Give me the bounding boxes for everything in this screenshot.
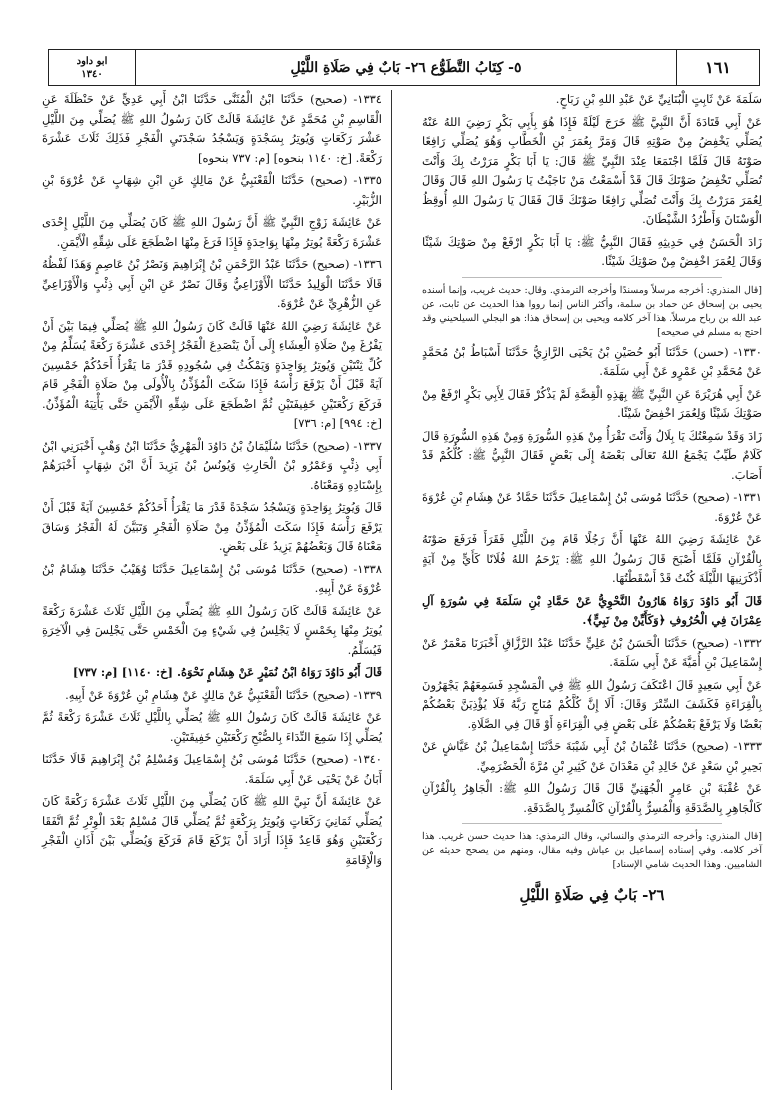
hadith-paragraph: عَنْ عَائِشَةَ زَوْجِ النَّبِيِّ ﷺ أَنَّ رَسُولَ اللهِ ﷺ كَانَ يُصَلِّي مِنَ اللَّيْلِ إِحْدَى عَشْرَةَ رَكْعَةً يُوتِرُ مِنْهَا بِوَاحِدَةٍ فَإِذَا فَرَغَ مِنْهَا اضْطَجَعَ عَلَى شِقِّهِ الْأَيْمَنِ. [42, 215, 382, 249]
footnote: [قال المنذري: أخرجه مرسلاً ومسندًا وأخرجه الترمذي. وقال: حديث غريب، وإنما أسنده يحيى بن إسحاق عن حماد بن سلمة، وأكثر الناس إنما رووا هذا الحديث عن ثابت، عن عبد الله بن رباح مرسلاً. هذا آخر كلامه ويحيى بن إسحاق هذا: هو البجلي السيلحيني وقد احتج به مسلم في صحيحه] [422, 284, 762, 338]
hadith-paragraph: عَنْ عَائِشَةَ رَضِيَ اللهُ عَنْهَا قَالَتْ كَانَ رَسُولُ اللهِ ﷺ يُصَلِّي فِيمَا بَيْنَ أَنْ يَفْرُغَ مِنْ صَلَاةِ الْعِشَاءِ إِلَى أَنْ يَنْصَدِعَ الْفَجْرُ إِحْدَى عَشْرَةَ رَكْعَةً يُسَلِّمُ مِنْ كُلِّ ثِنْتَيْنِ وَيُوتِرُ بِوَاحِدَةٍ وَيَمْكُثُ فِي سُجُودِهِ قَدْرَ مَا يَقْرَأُ أَحَدُكُمْ خَمْسِينَ آيَةً قَبْلَ أَنْ يَرْفَعَ رَأْسَهُ فَإِذَا سَكَتَ الْمُؤَذِّنُ بِالْأُولَى مِنْ صَلَاةِ الْفَجْرِ قَامَ فَرَكَعَ رَكْعَتَيْنِ خَفِيفَتَيْنِ ثُمَّ اضْطَجَعَ عَلَى شِقِّهِ الْأَيْمَنِ حَتَّى يَأْتِيَهُ الْمُؤَذِّنُ. [خ: ٩٩٤] [م: ٧٣٦] [42, 318, 382, 430]
hadith-paragraph: ١٣٣٣- (صحيح) حَدَّثَنَا عُثْمَانُ بْنُ أَبِي شَيْبَةَ حَدَّثَنَا إِسْمَاعِيلُ بْنُ عَيَّاشٍ عَنْ بَحِيرِ بْنِ سَعْدٍ عَنْ خَالِدِ بْنِ مَعْدَانَ عَنْ كَثِيرِ بْنِ مُرَّةَ الْحَضْرَمِيِّ. [422, 739, 762, 773]
hadith-paragraph: ١٣٣٩- (صحيح) حَدَّثَنَا الْقَعْنَبِيُّ عَنْ مَالِكٍ عَنْ هِشَامِ بْنِ عُرْوَةَ عَنْ أَبِيهِ. [65, 687, 382, 702]
note-separator [462, 277, 722, 278]
hadith-paragraph: ١٣٣٤- (صحيح) حَدَّثَنَا ابْنُ الْمُثَنَّى حَدَّثَنَا ابْنُ أَبِي عَدِيٍّ عَنْ حَنْظَلَةَ عَنِ الْقَاسِمِ بْنِ مُحَمَّدٍ عَنْ عَائِشَةَ قَالَتْ كَانَ رَسُولُ اللهِ ﷺ يُصَلِّي مِنَ اللَّيْلِ عَشْرَ رَكَعَاتٍ وَيُوتِرُ بِسَجْدَةٍ وَيَسْجُدُ سَجْدَتَيِ الْفَجْرِ فَذَلِكَ ثَلَاثَ عَشْرَةَ رَكْعَةً. [خ: ١١٤٠ بنحوه] [م: ٧٣٧ بنحوه] [42, 92, 382, 165]
left-column [42, 90, 382, 873]
hadith-paragraph: ١٣٣٠- (حسن) حَدَّثَنَا أَبُو حُصَيْنِ بْنُ يَحْيَى الرَّازِيُّ حَدَّثَنَا أَسْبَاطُ بْنُ مُحَمَّدٍ عَنْ مُحَمَّدِ بْنِ عَمْرٍو عَنْ أَبِي سَلَمَةَ. [422, 344, 762, 378]
hadith-paragraph: عَنْ أَبِي هُرَيْرَةَ عَنِ النَّبِيِّ ﷺ بِهَذِهِ الْقِصَّةِ لَمْ يَذْكُرْ فَقَالَ لِأَبِي بَكْرٍ ارْفَعْ مِنْ صَوْتِكَ شَيْئًا وَلِعُمَرَ اخْفِضْ شَيْئًا. [422, 386, 762, 420]
reference-box [49, 50, 136, 85]
hadith-paragraph: ١٣٣٨- (صحيح) حَدَّثَنَا مُوسَى بْنُ إِسْمَاعِيلَ حَدَّثَنَا وُهَيْبٌ حَدَّثَنَا هِشَامُ بْنُ عُرْوَةَ عَنْ أَبِيهِ. [42, 561, 382, 595]
reference-number: ١٣٤٠ [81, 68, 103, 80]
chapter-heading: ٢٦- بَابٌ فِي صَلَاةِ اللَّيْلِ [519, 886, 665, 904]
hadith-paragraph: عَنْ عَائِشَةَ أَنَّ نَبِيَّ اللهِ ﷺ كَانَ يُصَلِّي مِنَ اللَّيْلِ ثَلَاثَ عَشْرَةَ رَكْعَةً كَانَ يُصَلِّي ثَمَانِيَ رَكَعَاتٍ وَيُوتِرُ بِرَكْعَةٍ ثُمَّ يُصَلِّي قَالَ مُسْلِمٌ بَعْدَ الْوِتْرِ ثُمَّ اتَّفَقَا رَكْعَتَيْنِ وَهُوَ قَاعِدٌ فَإِذَا أَرَادَ أَنْ يَرْكَعَ قَامَ فَرَكَعَ وَيُصَلِّي بَيْنَ أَذَانِ الْفَجْرِ وَالْإِقَامَةِ [42, 794, 382, 867]
right-column [422, 90, 762, 906]
page-number: ١٦١ [676, 50, 759, 85]
hadith-paragraph: ١٣٣١- (صحيح) حَدَّثَنَا مُوسَى بْنُ إِسْمَاعِيلَ حَدَّثَنَا حَمَّادٌ عَنْ هِشَامِ بْنِ عُرْوَةَ عَنْ عُرْوَةَ. [422, 490, 762, 524]
running-title: ٥- كِتَابُ التَّطَوُّع ٢٦- بَابٌ فِي صَلَاةِ اللَّيْلِ [290, 59, 522, 76]
footnote: [قال المنذري: وأخرجه الترمذي والنسائي، وقال الترمذي: هذا حديث حسن غريب. هذا آخر كلامه. وفي إسناده إسماعيل بن عياش وفيه مقال، ومنهم من يصحح حديثه عن الشاميين. وهذا الحديث شامي الإسناد] [422, 831, 762, 870]
hadith-paragraph: زَادَ الْحَسَنُ فِي حَدِيثِهِ فَقَالَ النَّبِيُّ ﷺ: يَا أَبَا بَكْرٍ ارْفَعْ مِنْ صَوْتِكَ شَيْئًا وَقَالَ لِعُمَرَ اخْفِضْ مِنْ صَوْتِكَ شَيْئًا. [422, 234, 762, 268]
hadith-paragraph: سَلَمَةَ عَنْ ثَابِتٍ الْبُنَانِيِّ عَنْ عَبْدِ اللهِ بْنِ رَبَاحٍ. [555, 92, 762, 106]
hadith-paragraph: قَالَ وَيُوتِرُ بِوَاحِدَةٍ وَيَسْجُدُ سَجْدَةً قَدْرَ مَا يَقْرَأُ أَحَدُكُمْ خَمْسِينَ آيَةً قَبْلَ أَنْ يَرْفَعَ رَأْسَهُ فَإِذَا سَكَتَ الْمُؤَذِّنُ مِنْ صَلَاةِ الْفَجْرِ وَتَبَيَّنَ لَهُ الْفَجْرُ وَسَاقَ مَعْنَاهُ قَالَ وَبَعْضُهُمْ يَزِيدُ عَلَى بَعْضٍ. [42, 500, 382, 553]
hadith-paragraph: عَنْ أَبِي قَتَادَةَ أَنَّ النَّبِيَّ ﷺ خَرَجَ لَيْلَةً فَإِذَا هُوَ بِأَبِي بَكْرٍ رَضِيَ اللهُ عَنْهُ يُصَلِّي يَخْفِضُ مِنْ صَوْتِهِ قَالَ وَمَرَّ بِعُمَرَ بْنِ الْخَطَّابِ وَهُوَ يُصَلِّي رَافِعًا صَوْتَهُ قَالَ فَلَمَّا اجْتَمَعَا عِنْدَ النَّبِيِّ ﷺ قَالَ: يَا أَبَا بَكْرٍ مَرَرْتُ بِكَ وَأَنْتَ تُصَلِّي تَخْفِضُ صَوْتَكَ قَالَ قَدْ أَسْمَعْتُ مَنْ نَاجَيْتُ يَا رَسُولَ اللهِ قَالَ وَقَالَ لِعُمَرَ مَرَرْتُ بِكَ وَأَنْتَ تُصَلِّي رَافِعًا صَوْتَكَ قَالَ فَقَالَ يَا رَسُولَ اللهِ أُوقِظُ الْوَسْنَانَ وَأَطْرُدُ الشَّيْطَانَ. [422, 114, 762, 226]
hadith-paragraph: ١٣٣٦- (صحيح) حَدَّثَنَا عَبْدُ الرَّحْمَنِ بْنُ إِبْرَاهِيمَ وَنَصْرُ بْنُ عَاصِمٍ وَهَذَا لَفْظُهُ قَالَا حَدَّثَنَا الْوَلِيدُ حَدَّثَنَا الْأَوْزَاعِيُّ وَقَالَ نَصْرٌ عَنِ ابْنِ أَبِي ذِئْبٍ وَالْأَوْزَاعِيِّ عَنِ الزُّهْرِيِّ عَنْ عُرْوَةَ. [42, 257, 382, 310]
hadith-paragraph: قَالَ أَبُو دَاوُدَ رَوَاهُ هَارُونُ النَّحْوِيُّ عَنْ حَمَّادِ بْنِ سَلَمَةَ فِي سُورَةِ آلِ عِمْرَانَ فِي الْحُرُوفِ ﴿وَكَأَيِّنْ مِنْ نَبِيٍّ﴾. [422, 593, 762, 627]
page-header [48, 49, 760, 86]
hadith-paragraph: عَنْ أَبِي سَعِيدٍ قَالَ اعْتَكَفَ رَسُولُ اللهِ ﷺ فِي الْمَسْجِدِ فَسَمِعَهُمْ يَجْهَرُونَ بِالْقِرَاءَةِ فَكَشَفَ السِّتْرَ وَقَالَ: أَلَا إِنَّ كُلَّكُمْ مُنَاجٍ رَبَّهُ فَلَا يُؤْذِيَنَّ بَعْضُكُمْ بَعْضًا وَلَا يَرْفَعْ بَعْضُكُمْ عَلَى بَعْضٍ فِي الْقِرَاءَةِ أَوْ قَالَ فِي الصَّلَاةِ. [422, 677, 762, 731]
note-separator [462, 823, 722, 824]
hadith-paragraph: زَادَ وَقَدْ سَمِعْتُكَ يَا بِلَالُ وَأَنْتَ تَقْرَأُ مِنْ هَذِهِ السُّورَةِ وَمِنْ هَذِهِ السُّورَةِ قَالَ كَلَامٌ طَيِّبٌ يَجْمَعُ اللهُ تَعَالَى بَعْضَهُ إِلَى بَعْضٍ فَقَالَ النَّبِيُّ ﷺ: كُلُّكُمْ قَدْ أَصَابَ. [422, 428, 762, 482]
hadith-paragraph: عَنْ عَائِشَةَ قَالَتْ كَانَ رَسُولُ اللهِ ﷺ يُصَلِّي بِاللَّيْلِ ثَلَاثَ عَشْرَةَ رَكْعَةً ثُمَّ يُصَلِّي إِذَا سَمِعَ النِّدَاءَ بِالصُّبْحِ رَكْعَتَيْنِ خَفِيفَتَيْنِ. [42, 710, 382, 744]
hadith-paragraph: قَالَ أَبُو دَاوُدَ رَوَاهُ ابْنُ نُمَيْرٍ عَنْ هِشَامٍ نَحْوَهُ. [خ: ١١٤٠] [م: ٧٣٧] [72, 665, 382, 679]
hadith-paragraph: ١٣٣٥- (صحيح) حَدَّثَنَا الْقَعْنَبِيُّ عَنْ مَالِكٍ عَنِ ابْنِ شِهَابٍ عَنْ عُرْوَةَ بْنِ الزُّبَيْرِ. [42, 173, 382, 207]
hadith-paragraph: عَنْ عُقْبَةَ بْنِ عَامِرٍ الْجُهَنِيِّ قَالَ قَالَ رَسُولُ اللهِ ﷺ: الْجَاهِرُ بِالْقُرْآنِ كَالْجَاهِرِ بِالصَّدَقَةِ وَالْمُسِرُّ بِالْقُرْآنِ كَالْمُسِرِّ بِالصَّدَقَةِ. [422, 781, 762, 815]
hadith-paragraph: ١٣٣٧- (صحيح) حَدَّثَنَا سُلَيْمَانُ بْنُ دَاوُدَ الْمَهْرِيُّ حَدَّثَنَا ابْنُ وَهْبٍ أَخْبَرَنِي ابْنُ أَبِي ذِئْبٍ وَعَمْرُو بْنُ الْحَارِثِ وَيُونُسُ بْنُ يَزِيدَ أَنَّ ابْنَ شِهَابٍ أَخْبَرَهُمْ بِإِسْنَادِهِ وَمَعْنَاهُ. [42, 438, 382, 492]
hadith-paragraph: ١٣٤٠- (صحيح) حَدَّثَنَا مُوسَى بْنُ إِسْمَاعِيلَ وَمُسْلِمُ بْنُ إِبْرَاهِيمَ قَالَا حَدَّثَنَا أَبَانُ عَنْ يَحْيَى عَنْ أَبِي سَلَمَةَ. [42, 752, 382, 786]
hadith-paragraph: ١٣٣٢- (صحيح) حَدَّثَنَا الْحَسَنُ بْنُ عَلِيٍّ حَدَّثَنَا عَبْدُ الرَّزَّاقِ أَخْبَرَنَا مَعْمَرٌ عَنْ إِسْمَاعِيلَ بْنِ أُمَيَّةَ عَنْ أَبِي سَلَمَةَ. [422, 635, 762, 669]
hadith-paragraph: عَنْ عَائِشَةَ قَالَتْ كَانَ رَسُولُ اللهِ ﷺ يُصَلِّي مِنَ اللَّيْلِ ثَلَاثَ عَشْرَةَ رَكْعَةً يُوتِرُ مِنْهَا بِخَمْسٍ لَا يَجْلِسُ فِي شَيْءٍ مِنَ الْخَمْسِ حَتَّى يَجْلِسَ فِي الْآخِرَةِ فَيُسَلِّمُ. [42, 603, 382, 657]
reference-book: ابو داود [76, 55, 108, 67]
column-divider [391, 90, 392, 1090]
hadith-paragraph: عَنْ عَائِشَةَ رَضِيَ اللهُ عَنْهَا أَنَّ رَجُلًا قَامَ مِنَ اللَّيْلِ فَقَرَأَ فَرَفَعَ صَوْتَهُ بِالْقُرْآنِ فَلَمَّا أَصْبَحَ قَالَ رَسُولُ اللهِ ﷺ: يَرْحَمُ اللهُ فُلَانًا كَأَيٍّ مِنْ آيَةٍ أَذْكَرَنِيهَا اللَّيْلَةَ كُنْتُ قَدْ أَسْقَطْتُهَا. [422, 532, 762, 585]
